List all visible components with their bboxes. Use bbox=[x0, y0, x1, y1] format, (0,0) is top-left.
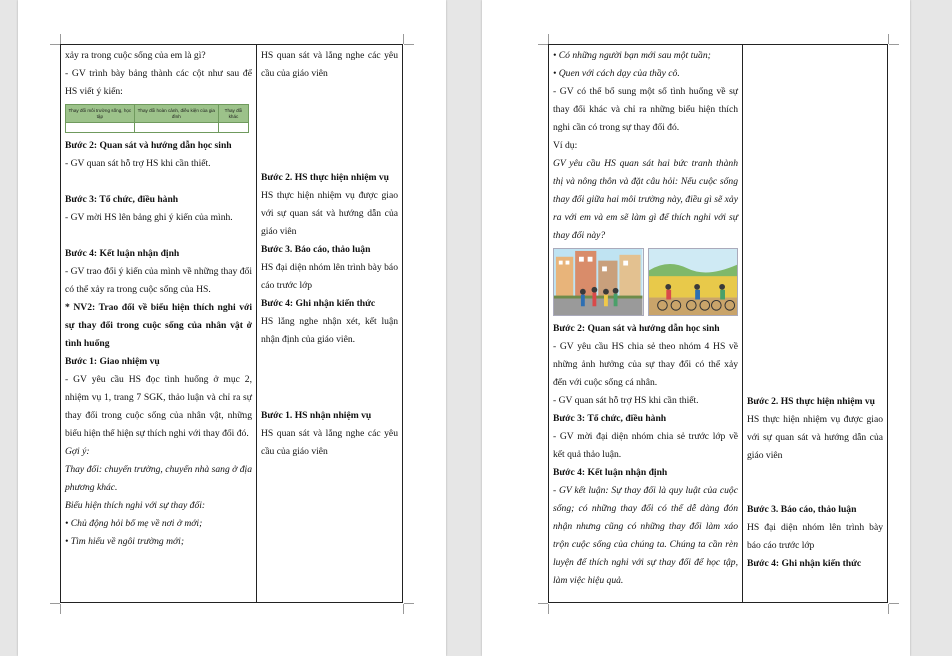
countryside-cycling-scene-icon bbox=[648, 248, 739, 316]
text-line: - GV quan sát hỗ trợ HS khi cần thiết. bbox=[65, 158, 211, 169]
crop-mark bbox=[538, 603, 548, 604]
hint-line: • Chủ động hỏi bố mẹ về nơi ở mới; bbox=[65, 518, 203, 529]
step-heading: Bước 4: Kết luận nhận định bbox=[65, 248, 180, 259]
text-line: - GV mời HS lên bảng ghi ý kiến của mình. bbox=[65, 212, 233, 223]
crop-mark bbox=[50, 44, 60, 45]
step-heading: Bước 2. HS thực hiện nhiệm vụ bbox=[747, 396, 875, 407]
blank-space bbox=[747, 465, 883, 501]
document-page-right bbox=[482, 0, 910, 656]
hint-line: • Có những người bạn mới sau một tuần; bbox=[553, 50, 711, 61]
text-line: - GV có thể bổ sung một số tình huống về sự thay đổi khác và chỉ ra những biểu hiện thích nghi cần có trong sự thay đổi đó. bbox=[553, 86, 738, 133]
step-heading: Bước 3: Tổ chức, điều hành bbox=[553, 413, 667, 424]
conclusion-line: - GV kết luận: Sự thay đổi là quy luật của cuộc sống; có những thay đổi có thể dễ dàng đón nhận nhưng cũng có những thay đổi làm xáo trộn cuộc sống của chúng ta. Chúng ta cần rèn luyện để thích nghi với sự thay đổi để học tập, làm việc hiệu quả. bbox=[553, 485, 738, 586]
opinion-table-header: Thay đổi môi trường sống, học tập bbox=[66, 105, 135, 123]
crop-mark bbox=[50, 603, 60, 604]
text-line: HS đại diện nhóm lên trình bày báo cáo trước lớp bbox=[261, 262, 398, 291]
opinion-table-header: Thay đổi hoàn cảnh, điều kiện của gia đình bbox=[134, 105, 218, 123]
teacher-activity-column bbox=[61, 45, 257, 602]
city-street-scene-icon bbox=[553, 248, 644, 316]
text-line: - GV mời đại diện nhóm chia sẻ trước lớp về kết quả thảo luận. bbox=[553, 431, 738, 460]
hint-line: Gợi ý: bbox=[65, 446, 90, 457]
step-heading: Bước 1. HS nhận nhiệm vụ bbox=[261, 410, 372, 421]
crop-mark bbox=[888, 604, 889, 614]
task-heading: * NV2: Trao đổi về biểu hiện thích nghi với sự thay đổi trong cuộc sống của nhân vật ở tình huống bbox=[65, 302, 252, 349]
text-line: HS thực hiện nhiệm vụ được giao với sự quan sát và hướng dẫn của giáo viên bbox=[261, 190, 398, 237]
text-line: Ví dụ: bbox=[553, 140, 578, 151]
step-heading: Bước 4: Ghi nhận kiến thức bbox=[261, 298, 376, 309]
crop-mark bbox=[60, 34, 61, 44]
blank-line bbox=[65, 173, 252, 191]
blank-space bbox=[261, 349, 398, 407]
teacher-activity-column bbox=[549, 45, 743, 602]
question-line: GV yêu cầu HS quan sát hai bức tranh thành thị và nông thôn và đặt câu hỏi: Nếu cuộc sống thay đổi giữa hai môi trường này, điều gì sẽ xảy ra với em và em sẽ làm gì để thích nghi với sự thay đổi này? bbox=[553, 158, 738, 241]
step-heading: Bước 4: Kết luận nhận định bbox=[553, 467, 668, 478]
crop-mark bbox=[404, 44, 414, 45]
lesson-table bbox=[60, 44, 403, 603]
crop-mark bbox=[403, 604, 404, 614]
blank-space bbox=[747, 47, 883, 393]
text-line: - GV yêu cầu HS chia sẻ theo nhóm 4 HS về những ảnh hưởng của sự thay đổi có thể xảy đến với cuộc sống cá nhân. bbox=[553, 341, 738, 388]
crop-mark bbox=[548, 604, 549, 614]
illustration-pair bbox=[553, 248, 738, 316]
opinion-table-cell bbox=[134, 123, 218, 133]
hint-line: • Quen với cách dạy của thầy cô. bbox=[553, 68, 680, 79]
text-line: HS lắng nghe nhận xét, kết luận nhận định của giáo viên. bbox=[261, 316, 398, 345]
crop-mark bbox=[404, 603, 414, 604]
text-line: HS đại diện nhóm lên trình bày báo cáo trước lớp bbox=[747, 522, 883, 551]
document-page-left bbox=[18, 0, 446, 656]
text-line: xảy ra trong cuộc sống của em là gì? bbox=[65, 50, 206, 61]
student-activity-column bbox=[743, 45, 887, 602]
hint-line: Biểu hiện thích nghi với sự thay đổi: bbox=[65, 500, 206, 511]
text-line: - GV trình bày bảng thành các cột như sau để HS viết ý kiến: bbox=[65, 68, 252, 97]
step-heading: Bước 2. HS thực hiện nhiệm vụ bbox=[261, 172, 389, 183]
crop-mark bbox=[548, 34, 549, 44]
step-heading: Bước 3. Báo cáo, thảo luận bbox=[261, 244, 371, 255]
text-line: - GV trao đổi ý kiến của mình về những thay đổi có thể xảy ra trong cuộc sống của HS. bbox=[65, 266, 253, 295]
crop-mark bbox=[889, 44, 899, 45]
crop-mark bbox=[60, 604, 61, 614]
hint-line: Thay đổi: chuyển trường, chuyển nhà sang ở địa phương khác. bbox=[65, 464, 252, 493]
opinion-table bbox=[65, 104, 249, 133]
step-heading: Bước 3. Báo cáo, thảo luận bbox=[747, 504, 857, 515]
student-activity-column bbox=[257, 45, 402, 602]
opinion-table-cell bbox=[66, 123, 135, 133]
opinion-table-cell bbox=[218, 123, 248, 133]
crop-mark bbox=[889, 603, 899, 604]
step-heading: Bước 1: Giao nhiệm vụ bbox=[65, 356, 160, 367]
blank-space bbox=[261, 83, 398, 169]
step-heading: Bước 2: Quan sát và hướng dẫn học sinh bbox=[553, 323, 720, 334]
opinion-table-header: Thay đổi khác bbox=[218, 105, 248, 123]
text-line: - GV quan sát hỗ trợ HS khi cần thiết. bbox=[553, 395, 699, 406]
step-heading: Bước 2: Quan sát và hướng dẫn học sinh bbox=[65, 140, 232, 151]
text-line: HS thực hiện nhiệm vụ được giao với sự quan sát và hướng dẫn của giáo viên bbox=[747, 414, 883, 461]
step-heading: Bước 3: Tổ chức, điều hành bbox=[65, 194, 179, 205]
crop-mark bbox=[538, 44, 548, 45]
blank-line bbox=[65, 227, 252, 245]
lesson-table bbox=[548, 44, 888, 603]
crop-mark bbox=[888, 34, 889, 44]
crop-mark bbox=[403, 34, 404, 44]
hint-line: • Tìm hiểu về ngôi trường mới; bbox=[65, 536, 185, 547]
text-line: HS quan sát và lắng nghe các yêu cầu của giáo viên bbox=[261, 50, 398, 79]
text-line: - GV yêu cầu HS đọc tình huống ở mục 2, nhiệm vụ 1, trang 7 SGK, thảo luận và chỉ ra sự thay đổi trong cuộc sống của nhân vật, những biểu hiện thể hiện sự thích nghi với thay đổi đó. bbox=[65, 374, 252, 439]
step-heading: Bước 4: Ghi nhận kiến thức bbox=[747, 558, 862, 569]
text-line: HS quan sát và lắng nghe các yêu cầu của giáo viên bbox=[261, 428, 398, 457]
